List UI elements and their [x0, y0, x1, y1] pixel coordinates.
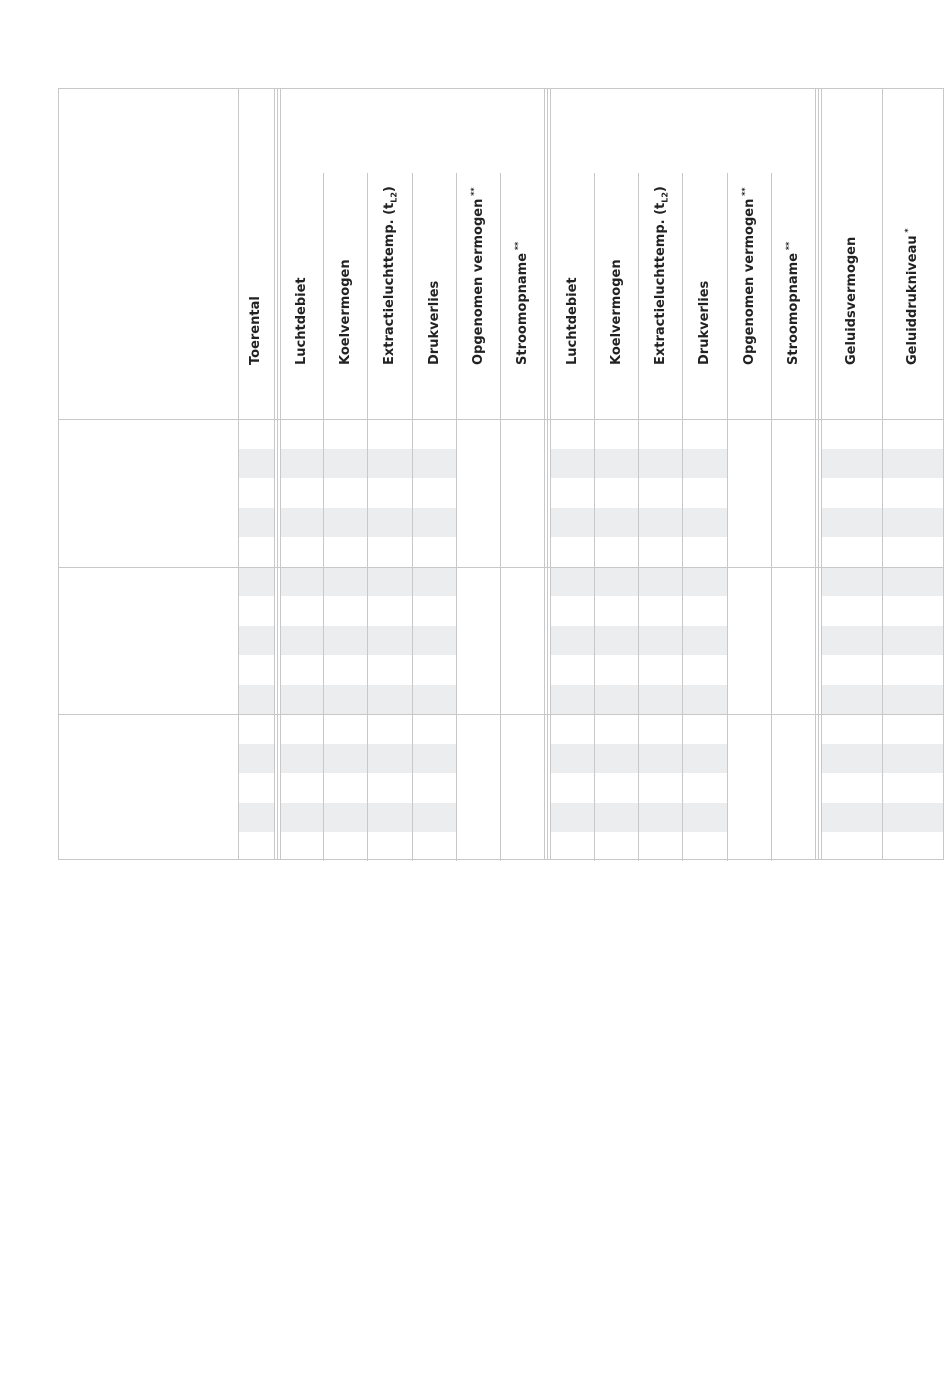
column-header-stroomopname-2: [772, 89, 815, 365]
shaded-cell: [683, 626, 727, 656]
shaded-cell: [280, 685, 323, 715]
shaded-cell: [368, 567, 412, 597]
shaded-cell: [280, 508, 323, 538]
column-header-label: Extractieluchttemp. (t: [382, 202, 397, 365]
shaded-cell: [413, 685, 456, 715]
shaded-cell: [238, 449, 274, 479]
shaded-cell: [821, 685, 882, 715]
shaded-cell: [883, 508, 943, 538]
column-header-koelvermogen-2: [595, 89, 638, 365]
column-header-footnote-mark: **: [784, 241, 794, 253]
shaded-cell: [324, 626, 367, 656]
column-divider: [277, 89, 278, 859]
shaded-cell: [551, 449, 594, 479]
column-divider: [274, 89, 275, 859]
shaded-cell: [280, 567, 323, 597]
shaded-cell: [639, 803, 682, 833]
shaded-cell: [368, 626, 412, 656]
column-header-extractie-1: [368, 89, 412, 365]
column-header-luchtdebiet-2: [551, 89, 594, 365]
row-divider: [59, 419, 943, 420]
shaded-cell: [595, 744, 638, 774]
column-header-label: Drukverlies: [426, 280, 442, 365]
column-header-geluiddrukniveau: [883, 89, 943, 365]
shaded-cell: [639, 449, 682, 479]
shaded-cell: [883, 803, 943, 833]
shaded-cell: [883, 567, 943, 597]
shaded-cell: [238, 508, 274, 538]
shaded-cell: [683, 744, 727, 774]
column-header-footnote-mark: *: [903, 228, 913, 236]
column-header-label: Stroomopname: [514, 252, 530, 365]
data-table: [58, 88, 944, 860]
shaded-cell: [280, 744, 323, 774]
column-divider: [547, 89, 548, 859]
shaded-cell: [595, 626, 638, 656]
column-header-footnote-mark: **: [513, 241, 523, 253]
column-header-suffix: ): [652, 186, 668, 193]
column-header-label: Opgenomen vermogen: [741, 198, 757, 365]
shaded-cell: [413, 567, 456, 597]
shaded-cell: [551, 744, 594, 774]
shaded-cell: [551, 803, 594, 833]
shaded-cell: [413, 803, 456, 833]
shaded-cell: [821, 744, 882, 774]
shaded-cell: [238, 803, 274, 833]
shaded-cell: [821, 449, 882, 479]
shaded-cell: [883, 744, 943, 774]
shaded-cell: [883, 626, 943, 656]
column-divider: [544, 89, 545, 859]
shaded-cell: [324, 685, 367, 715]
shaded-cell: [883, 685, 943, 715]
shaded-cell: [639, 508, 682, 538]
shaded-cell: [324, 803, 367, 833]
shaded-cell: [368, 744, 412, 774]
shaded-cell: [639, 744, 682, 774]
shaded-cell: [639, 626, 682, 656]
shaded-cell: [280, 803, 323, 833]
shaded-cell: [683, 508, 727, 538]
shaded-cell: [368, 685, 412, 715]
shaded-cell: [683, 685, 727, 715]
column-header-label: Geluiddrukniveau: [905, 235, 920, 365]
shaded-cell: [280, 626, 323, 656]
shaded-cell: [551, 626, 594, 656]
shaded-cell: [639, 685, 682, 715]
column-header-suffix: ): [382, 186, 397, 193]
shaded-cell: [238, 685, 274, 715]
column-divider: [815, 89, 816, 859]
column-header-drukverlies-2: [683, 89, 727, 365]
column-header-subscript: L2: [389, 192, 399, 203]
column-header-label: Opgenomen vermogen: [470, 198, 486, 365]
column-header-opgenomen-2: [728, 89, 771, 365]
shaded-cell: [595, 449, 638, 479]
shaded-cell: [595, 508, 638, 538]
shaded-cell: [595, 803, 638, 833]
shaded-cell: [368, 449, 412, 479]
shaded-cell: [683, 803, 727, 833]
shaded-cell: [413, 626, 456, 656]
shaded-cell: [821, 567, 882, 597]
shaded-cell: [821, 626, 882, 656]
shaded-cell: [413, 744, 456, 774]
shaded-cell: [324, 567, 367, 597]
shaded-cell: [368, 803, 412, 833]
column-header-label: Drukverlies: [697, 280, 712, 365]
column-header-opgenomen-1: [457, 89, 500, 365]
shaded-cell: [413, 449, 456, 479]
column-divider: [818, 89, 819, 859]
shaded-cell: [551, 685, 594, 715]
shaded-cell: [821, 803, 882, 833]
column-header-geluidsvermogen: [821, 89, 882, 365]
column-header-toerental: [238, 89, 274, 365]
shaded-cell: [821, 508, 882, 538]
column-header-stroomopname-1: [501, 89, 544, 365]
column-header-drukverlies-1: [413, 89, 456, 365]
column-header-label: Koelvermogen: [608, 259, 624, 365]
shaded-cell: [551, 508, 594, 538]
shaded-cell: [238, 567, 274, 597]
shaded-cell: [413, 508, 456, 538]
shaded-cell: [238, 626, 274, 656]
row-divider: [59, 567, 943, 568]
column-header-label: Koelvermogen: [337, 259, 353, 365]
column-header-label: Luchtdebiet: [564, 277, 580, 365]
column-header-subscript: L2: [660, 192, 670, 203]
column-header-label: Extractieluchttemp. (t: [652, 202, 668, 365]
column-header-luchtdebiet-1: [280, 89, 323, 365]
shaded-cell: [683, 449, 727, 479]
column-header-label: Luchtdebiet: [293, 277, 309, 365]
column-header-label: Geluidsvermogen: [843, 236, 859, 365]
shaded-cell: [238, 744, 274, 774]
column-header-extractie-2: [639, 89, 682, 365]
column-header-label: Stroomopname: [785, 252, 801, 365]
shaded-cell: [280, 449, 323, 479]
shaded-cell: [324, 449, 367, 479]
column-header-footnote-mark: **: [740, 187, 750, 199]
column-header-label: Toerental: [248, 296, 263, 365]
column-header-koelvermogen-1: [324, 89, 367, 365]
shaded-cell: [324, 508, 367, 538]
shaded-cell: [324, 744, 367, 774]
shaded-cell: [883, 449, 943, 479]
shaded-cell: [595, 567, 638, 597]
shaded-cell: [551, 567, 594, 597]
column-header-footnote-mark: **: [469, 187, 479, 199]
shaded-cell: [368, 508, 412, 538]
shaded-cell: [639, 567, 682, 597]
shaded-cell: [683, 567, 727, 597]
shaded-cell: [595, 685, 638, 715]
row-divider: [59, 714, 943, 715]
